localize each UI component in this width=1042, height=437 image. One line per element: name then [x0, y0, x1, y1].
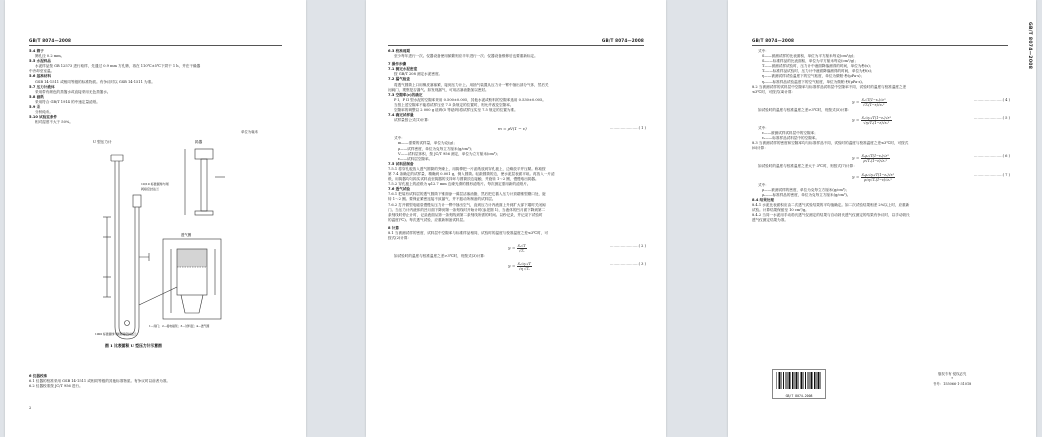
section-heading: 5.9 汞: [29, 105, 41, 110]
equation-7: S = $\frac{\text{Sₛρₛ√ηₛ√T(1−εₛ)√ε³}}{\text{ρ√η√Tₛ(1−ε)√εₛ³}}$ ……………………( 7 ): [852, 172, 1010, 182]
header-rule: [29, 45, 282, 46]
paragraph-line: 相对湿度不大于 50%。: [35, 120, 73, 125]
figure-label-left: U 型压力计: [93, 140, 112, 144]
paragraph-line: 如试验时的温度与校准温度之差大于 3℃时，则按式(7)计算：: [758, 164, 857, 169]
paragraph-line: ρ——试样密度，单位为克每立方厘米(g/cm³)；: [398, 146, 475, 151]
paragraph-line: 8.4.2 当同一水泥用手动勃氏透气仪测定的结果与自动勃氏透气仪测定的结果有争议时，以手动勃氏: [752, 213, 910, 218]
section-heading: 5.5 水泥样品: [29, 59, 51, 64]
paragraph-line: 8.1 当被测试样的密度、试料层中空隙率与标准样品相同，试验时的温度与校准温度之差≤3℃时，可: [388, 231, 548, 235]
section-heading: 5.4 筛子: [29, 49, 44, 53]
text-block-1: [29, 49, 285, 125]
paragraph-line: 转 1～2 圈。要保证紧密连接不致漏气，并不振动所制备的试料层。: [388, 197, 496, 202]
paragraph-line: 8.4.1 水泥比表面积应由二次透气试验结果的平均值确定。如二次试验结果相差 2%以上时，应重新: [752, 202, 910, 207]
paragraph-line: 空隙率的调整以 2 000 g 砝码(5 等砝码)将试样压实至 7.5 规定的位置为准。: [394, 108, 518, 113]
section-heading: 7.3 空隙率(ε)的确定: [388, 92, 423, 97]
text-block-2: [29, 374, 285, 389]
paragraph-line: 7.6.1 把装有试料层的透气圆筒下锥面涂一薄层活塞油脂，然后把它插入压力计顶端锥型磨口处，旋: [388, 192, 546, 197]
paragraph-line: 7.6.2 打开微型电磁泵慢慢从压力计一臂中抽出空气，直到压力计内液面上升到扩大部下端时关闭阀: [388, 202, 546, 207]
paragraph-line: S——被测试样的比表面积，单位为平方厘米每克(cm²/g)；: [762, 54, 857, 59]
section-heading: 5.7 压力计液体: [29, 84, 55, 89]
paragraph-line: 8.2 当被测试样的试料层中空隙率与标准样品试料层中空隙率不同，试验时的温度与校准温度之差: [752, 84, 907, 89]
paragraph-line: 按 GB/T 208 测定水泥密度。: [394, 72, 443, 77]
unit-note: 单位为毫米: [241, 130, 258, 134]
paragraph-line: 试验。计算结果保留至 10 cm²/g。: [752, 207, 809, 212]
paragraph-line: ε——试料层空隙率。: [398, 156, 433, 161]
paragraph-line: 的温度(℃)。每次透气试验，应重新制备试料层。: [388, 217, 467, 222]
section-heading: 7.6 透气试验: [388, 187, 410, 192]
paragraph-line: 式中：: [758, 182, 769, 187]
page-header: GB/T 8074—2008: [601, 38, 644, 43]
side-spine-label: GB/T 8074—2008: [1027, 22, 1032, 70]
section-heading: 6 仪器校准: [29, 374, 48, 378]
page-number: 2: [29, 406, 32, 410]
u-manometer-figure: [45, 137, 285, 349]
section-heading: 8 计算: [388, 225, 399, 230]
text-block: [388, 49, 646, 272]
paragraph-line: 7.5.1 将穿孔板放入透气圆筒的突缘上，用捣棒把一片滤纸放到穿孔板上，边缘放平并压紧。称取按: [388, 166, 546, 171]
figure-side-label-2: 阀接密封法兰: [141, 187, 160, 191]
paragraph-line: εₛ——标准样品试料层中的空隙率。: [762, 136, 819, 141]
paragraph-line: 水泥样品按 GB 12573 进行取样，先通过 0.9 mm 方孔筛，再在 110℃±5℃下烘干 1 h，并在干燥器: [35, 64, 201, 69]
section-heading: 7.2 漏气检查: [388, 77, 410, 82]
paragraph-line: 式中：: [758, 125, 769, 130]
equation-4: S = $\frac{\text{Sₛ√T(1−εₛ)√ε³}}{\text{√Tₛ(1−ε)√εₛ³}}$ ……………………( 4 ): [852, 97, 1010, 107]
paragraph-line: GSB 14-1511 或相同等级的标准物质。有争议时以 GSB 14-1511 为准。: [35, 79, 155, 84]
paragraph-line: 试样量按公式(1)计算：: [394, 118, 432, 123]
paragraph-line: 8.3 当被测试样的密度和空隙率均与标准样品不同，试验时的温度与校准温度之差≤3℃时，可按式: [752, 141, 909, 146]
paragraph-line: 采用符合 GB/T 1914 的中速定量滤纸。: [35, 99, 100, 104]
figure-box-label: 透气圈: [181, 233, 192, 237]
text-block: [752, 49, 1010, 223]
page-header: GB/T 8074—2008: [752, 38, 795, 43]
section-heading: 8.4 结果处理: [752, 197, 774, 202]
page-header: GB/T 8074—2008: [29, 38, 72, 43]
paragraph-line: 当按上述空隙率不能将试样压至 7.5 条规定的位置时，则允许改变空隙率。: [394, 102, 514, 107]
figure-side-label-1: 10/10 标准圆球与闸: [141, 182, 169, 186]
paragraph-line: 第 7.4 条确定的试样量，精确到 0.001 g，倒入圆筒。轻敲圆筒的边，使水泥层表面平坦。再放入一片滤: [388, 171, 555, 176]
paragraph-line: ηₛ——标准样品试验温度下的空气粘度，单位为微帕·秒(μPa·s)。: [762, 79, 866, 84]
equation-6: S = $\frac{\text{Sₛρₛ√T(1−εₛ)√ε³}}{\text{ρ√Tₛ(1−ε)√εₛ³}}$ ……………………( 6 ): [852, 154, 1010, 164]
paragraph-line: 条刻线时停止计时，记录液面从第一条刻线到第二条刻线所需的时间。以秒记录，并记录下试验时: [388, 212, 543, 217]
paragraph-line: 纸，用捣器均匀捣实试料直至捣器的支持环与圆筒顶边接触，并旋转 1～2 圈，慢慢取出捣器。: [388, 177, 539, 182]
equation-2: S = $\frac{\text{Sₛ√T}}{\text{√Tₛ}}$ ……………………( 2 ): [508, 244, 646, 254]
paragraph-line: 如试验时的温度与校准温度之差>3℃时，则按式(5)计算：: [758, 107, 852, 112]
colophon-line: 版权专有 侵权必究: [938, 372, 967, 376]
paragraph-line: 至少每年进行一次。仪器设备使用频繁则应半年进行一次；仪器设备维修后也要重新标定。: [394, 54, 538, 59]
section-heading: 5.8 滤纸: [29, 94, 44, 99]
paragraph-line: Tₛ——标准样品试验时，压力计中液面降落测得的时间，单位为秒(s)；: [762, 69, 875, 74]
paragraph-line: 分析纯汞。: [35, 110, 53, 115]
paragraph-line: ε——被测试样试料层中的空隙率；: [762, 131, 818, 136]
paragraph-line: 闭阀门，观察是否漏气。如发现漏气，可用活塞油脂加以密封。: [388, 87, 489, 92]
colophon-line: *: [951, 377, 953, 382]
paragraph-line: V——试料层体积，按 JC/T 956 测定，单位为立方厘米(cm³)；: [398, 151, 501, 156]
section-heading: 7.4 确定试样量: [388, 113, 414, 118]
paragraph-line: m——需要的试样量，单位为克(g)；: [398, 141, 457, 146]
paragraph-line: 6.1 仪器的校准采用 GSB 14-1511 或相同等级的其他标准物质。有争议时以前者为准。: [29, 379, 171, 384]
barcode-image: [776, 372, 822, 392]
figure-legend: 1—阀门；2—接电磁泵；3—试料层；4—透气圈: [149, 324, 210, 328]
paragraph-line: 中冷却至室温。: [29, 69, 55, 74]
section-heading: 5.6 基准材料: [29, 74, 51, 79]
equation-1: m = ρV(1 − ε) ……………………( 1 ): [498, 126, 646, 132]
figure-caption: 图 1 比表面积 U 型压力计示意图: [105, 343, 162, 348]
paragraph-line: 6.2 仪器校准按 JC/T 956 进行。: [29, 384, 83, 389]
paragraph-line: η——被测试样试验温度下的空气粘度，单位为微帕·秒(μPa·s)；: [762, 74, 865, 79]
paragraph-line: 将透气圆筒上口用橡皮塞塞紧，接到压力计上。用抽气装置从压力计一臂中抽出部分气体，然后关: [394, 82, 549, 87]
section-heading: 6.3 校准周期: [388, 49, 410, 53]
equation-3: S = $\frac{\text{Sₛ√ηₛ√T}}{\text{√η √Tₛ}}$ ……………………( 3 ): [508, 262, 646, 272]
paragraph-line: 筛孔径 0.2 mm。: [35, 54, 65, 59]
section-heading: 7.1 测定水泥密度: [388, 67, 418, 72]
document-page-2: [366, 0, 666, 437]
document-page-3: [728, 0, 1036, 437]
paragraph-line: 如试验时的温度与校准温度之差>3℃时，则按式(3)计算：: [394, 254, 488, 259]
paragraph-line: 式中：: [758, 49, 769, 53]
paragraph-line: ρ——被测试样的密度，单位为克每立方厘米(g/cm³)；: [762, 187, 850, 192]
header-rule: [388, 45, 644, 46]
paragraph-line: 透气仪测定结果为准。: [752, 218, 788, 223]
paragraph-line: P I、P II 型水泥的空隙率采用 0.500±0.005，其他水泥或粉料的空隙率选用 0.530±0.005。: [394, 97, 546, 102]
figure-bottom-label: 1000 标准圆球与闸阀接密封法兰: [95, 332, 137, 336]
paragraph-line: 门。当压力计内液体的凹月面下降到第一条刻线时开始计时(参见图 1)，当液体的凹月面下降到第二: [388, 207, 546, 212]
paragraph-line: ≤3℃时，可按式(4)计算：: [752, 89, 796, 94]
paragraph-line: T——被测试样试验时，压力计中液面降落测得的时间，单位为秒(s)；: [762, 64, 874, 69]
figure-label-right: 捣器: [195, 140, 203, 144]
paragraph-line: 按式(2)计算：: [388, 236, 412, 241]
header-rule: [752, 45, 1008, 46]
section-heading: 7 操作步骤: [388, 62, 407, 67]
paragraph-line: 式中：: [394, 136, 405, 141]
equation-5: S = $\frac{\text{Sₛ√ηₛ√T(1−εₛ)√ε³}}{\text{√η√Tₛ(1−ε)√εₛ³}}$ ……………………( 5 ): [852, 115, 1010, 125]
paragraph-line: 采用带有颜色的蒸馏水或直接采用无色蒸馏水。: [35, 89, 111, 94]
paragraph-line: Sₛ——标准样品的比表面积，单位为平方厘米每克(cm²/g)；: [762, 59, 858, 64]
barcode-text: GB/T 8074-2008: [785, 394, 813, 398]
paragraph-line: ρₛ——标准样品的密度，单位为克每立方厘米(g/cm³)。: [762, 192, 851, 197]
document-page-1: [5, 0, 306, 437]
colophon-line: 书号：155066·1-31018: [933, 382, 972, 387]
colophon: [933, 372, 971, 388]
paragraph-line: 7.5.2 穿孔板上的滤纸为 φ12.7 mm 边缘光滑的圆形滤纸片。每次测定需用新的滤纸片。: [388, 182, 531, 187]
paragraph-line: (6)计算：: [752, 146, 768, 151]
section-heading: 5.10 试验室条件: [29, 115, 58, 120]
section-heading: 7.5 试料层制备: [388, 161, 414, 166]
